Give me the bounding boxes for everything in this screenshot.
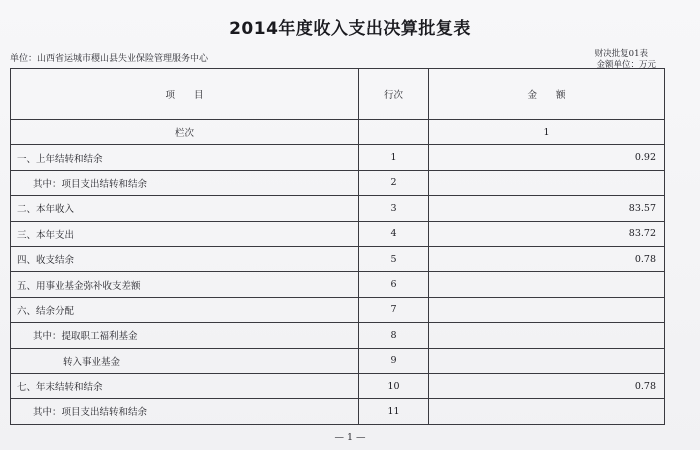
row-amount xyxy=(429,272,665,297)
table-row xyxy=(11,196,665,221)
page-title: 2014年度收入支出决算批复表 xyxy=(229,19,471,39)
row-amount: 83.72 xyxy=(429,221,665,246)
row-item-label: 其中：提取职工福利基金 xyxy=(11,323,359,348)
row-item-label: 四、收支结余 xyxy=(11,246,359,271)
row-amount: 0.92 xyxy=(429,145,665,170)
column-index-amount: 1 xyxy=(429,120,665,145)
table-row xyxy=(11,145,665,170)
row-line-number: 8 xyxy=(359,323,429,348)
column-index-row xyxy=(11,120,665,145)
table-header-row xyxy=(11,69,665,120)
table-row xyxy=(11,348,665,373)
table-row xyxy=(11,170,665,195)
form-code: 财决批复01表 xyxy=(594,49,648,59)
approval-table xyxy=(10,68,665,425)
row-line-number: 6 xyxy=(359,272,429,297)
column-index-label: 栏次 xyxy=(11,120,359,145)
table-row xyxy=(11,221,665,246)
row-line-number: 3 xyxy=(359,196,429,221)
row-item-label: 其中：项目支出结转和结余 xyxy=(11,170,359,195)
row-line-number: 7 xyxy=(359,297,429,322)
column-index-line xyxy=(359,120,429,145)
column-header-line: 行次 xyxy=(359,69,429,120)
row-amount xyxy=(429,323,665,348)
row-amount xyxy=(429,297,665,322)
row-amount xyxy=(429,399,665,424)
column-header-amount: 金 额 xyxy=(429,69,665,120)
table-row xyxy=(11,373,665,398)
table-row xyxy=(11,297,665,322)
row-line-number: 2 xyxy=(359,170,429,195)
row-amount xyxy=(429,348,665,373)
row-item-label: 一、上年结转和结余 xyxy=(11,145,359,170)
row-line-number: 1 xyxy=(359,145,429,170)
row-item-label: 其中：项目支出结转和结余 xyxy=(11,399,359,424)
row-line-number: 4 xyxy=(359,221,429,246)
row-amount xyxy=(429,170,665,195)
row-line-number: 11 xyxy=(359,399,429,424)
row-item-label: 转入事业基金 xyxy=(11,348,359,373)
column-header-item: 项 目 xyxy=(11,69,359,120)
row-amount: 0.78 xyxy=(429,373,665,398)
table-row xyxy=(11,272,665,297)
row-item-label: 二、本年收入 xyxy=(11,196,359,221)
table-row xyxy=(11,323,665,348)
table-row xyxy=(11,399,665,424)
page-number: — 1 — xyxy=(334,432,366,443)
row-amount: 83.57 xyxy=(429,196,665,221)
row-item-label: 七、年末结转和结余 xyxy=(11,373,359,398)
row-line-number: 9 xyxy=(359,348,429,373)
row-item-label: 五、用事业基金弥补收支差额 xyxy=(11,272,359,297)
row-item-label: 六、结余分配 xyxy=(11,297,359,322)
row-line-number: 10 xyxy=(359,373,429,398)
amount-unit: 金额单位：万元 xyxy=(596,60,656,70)
row-line-number: 5 xyxy=(359,246,429,271)
reporting-unit: 单位：山西省运城市稷山县失业保险管理服务中心 xyxy=(10,54,209,64)
table-row xyxy=(11,246,665,271)
row-amount: 0.78 xyxy=(429,246,665,271)
row-item-label: 三、本年支出 xyxy=(11,221,359,246)
